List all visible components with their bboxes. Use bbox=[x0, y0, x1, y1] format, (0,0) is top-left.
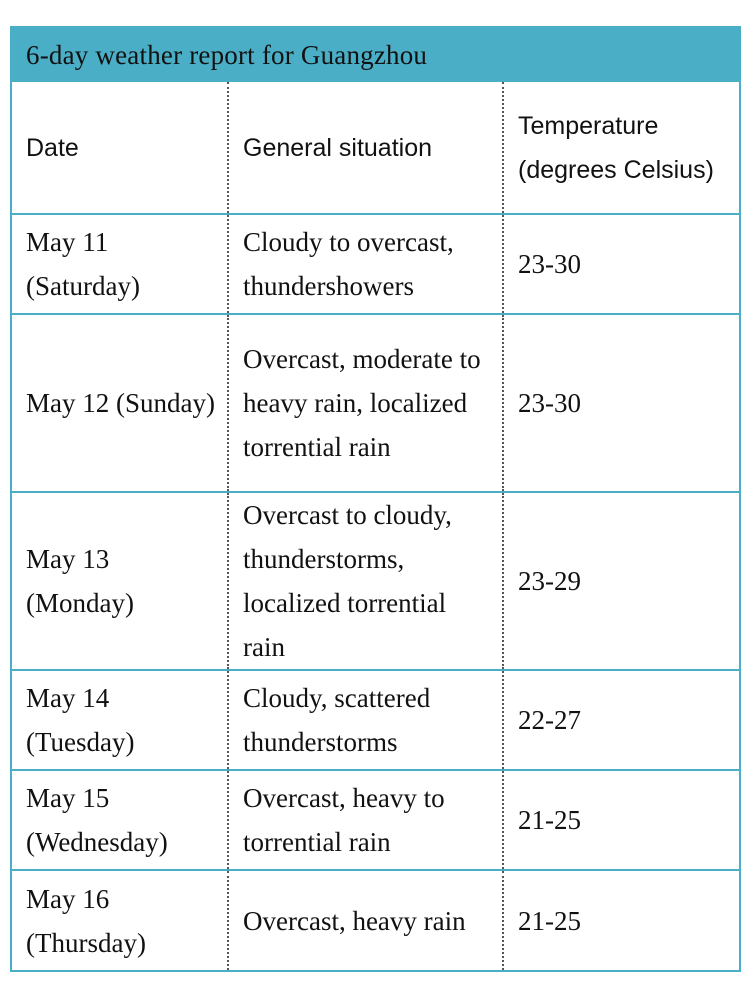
row-date: May 13 (Monday) bbox=[12, 492, 228, 670]
table-row bbox=[12, 670, 739, 770]
row-situation: Overcast, heavy to torrential rain bbox=[228, 770, 503, 870]
header-temperature: Temperature (degrees Celsius) bbox=[503, 82, 739, 214]
header-date: Date bbox=[12, 82, 228, 214]
table-row bbox=[12, 770, 739, 870]
row-date: May 16 (Thursday) bbox=[12, 870, 228, 970]
row-temperature: 22-27 bbox=[503, 670, 739, 770]
row-situation: Overcast, moderate to heavy rain, localized torrential rain bbox=[228, 314, 503, 492]
report-title: 6-day weather report for Guangzhou bbox=[12, 28, 739, 82]
header-situation: General situation bbox=[228, 82, 503, 214]
table-row bbox=[12, 214, 739, 314]
row-temperature: 21-25 bbox=[503, 870, 739, 970]
row-date: May 15 (Wednesday) bbox=[12, 770, 228, 870]
row-situation: Overcast to cloudy, thunderstorms, localized torrential rain bbox=[228, 492, 503, 670]
header-row bbox=[12, 82, 739, 214]
row-date: May 14 (Tuesday) bbox=[12, 670, 228, 770]
row-date: May 11 (Saturday) bbox=[26, 227, 140, 301]
table-row bbox=[12, 492, 739, 670]
table-header bbox=[12, 82, 739, 214]
row-temperature: 23-29 bbox=[503, 492, 739, 670]
row-situation: Cloudy to overcast, thundershowers bbox=[228, 214, 503, 314]
table-row bbox=[12, 870, 739, 970]
table-body bbox=[12, 214, 739, 970]
table-row bbox=[12, 314, 739, 492]
row-date: May 12 (Sunday) bbox=[12, 314, 228, 492]
row-situation: Cloudy, scattered thunderstorms bbox=[228, 670, 503, 770]
row-temperature: 23-30 bbox=[503, 314, 739, 492]
row-temperature: 23-30 bbox=[503, 214, 739, 314]
weather-table bbox=[12, 82, 739, 970]
row-situation: Overcast, heavy rain bbox=[228, 870, 503, 970]
weather-report bbox=[10, 26, 741, 972]
row-temperature: 21-25 bbox=[503, 770, 739, 870]
